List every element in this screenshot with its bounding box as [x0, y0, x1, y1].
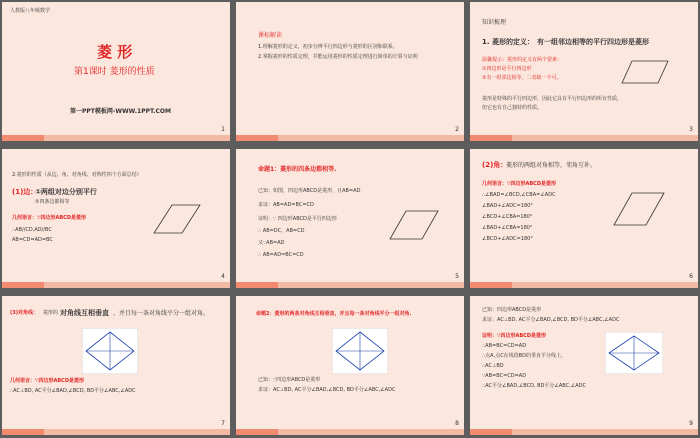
footer-bar: [470, 135, 698, 141]
slide-heading: 知识梳理: [482, 19, 507, 26]
slide-3-thumbnail[interactable]: [470, 2, 698, 141]
property-text: ，并且每一条对角线平分一组对角。: [113, 310, 210, 317]
slide-subtitle: 第1课时 菱形的性质: [74, 67, 155, 77]
slide-9-thumbnail[interactable]: [470, 296, 698, 435]
property-label: (1)边：: [12, 188, 38, 196]
rhombus-diagonals-figure: [332, 328, 388, 374]
slide-heading: 课标解读: [258, 32, 283, 39]
property-label: (3)对角线：: [10, 310, 39, 316]
text-line: 又∵AB=AD: [258, 240, 285, 246]
text-line: 求证：AB=AD=BC=CD: [258, 202, 314, 208]
footer-bar: [2, 429, 230, 435]
text-line: ∴ AB=DC，AB=CD: [258, 228, 305, 234]
slide-7-thumbnail[interactable]: [2, 296, 230, 435]
property-text: 对角线互相垂直: [60, 309, 109, 317]
text-line: 1.理解菱形的定义，初步分辨平行四边形与菱形的区别和联系。: [258, 44, 398, 50]
geometry-label: 几何语言：∵四边形ABCD是菱形: [482, 181, 556, 187]
slide-number: 9: [689, 420, 693, 427]
text-line: 但它也有自己独特的性质。: [482, 105, 543, 111]
text-line: ∴AB//CD,AD//BC: [12, 227, 52, 233]
footer-bar: [2, 282, 230, 288]
text-line: ∴ AB=AD=BC=CD: [258, 252, 304, 258]
text-line: 已知：如图，四边形ABCD是菱形，且AB=AD: [258, 188, 361, 194]
text-line: ∠BCD+∠CBA=180°: [482, 214, 533, 220]
text-line: ∠BAD+∠ADC=180°: [482, 203, 533, 209]
slide-1-thumbnail[interactable]: [2, 2, 230, 141]
slide-2-thumbnail[interactable]: [236, 2, 464, 141]
property-text: 菱形的: [43, 310, 59, 316]
text-line: ∴∠BAD=∠BCD,∠CBA=∠ADC: [482, 192, 556, 198]
slide-number: 4: [221, 273, 225, 280]
rhombus-figure: [610, 189, 668, 231]
slide-number: 8: [455, 420, 459, 427]
text-line: 已知：四边形ABCD是菱形: [482, 307, 542, 313]
property-label: (2)角：: [482, 161, 508, 169]
slide-header: 人教版八年级数学: [10, 8, 51, 14]
text-line: ∵AB=BC=CD=AD: [482, 373, 527, 379]
site-text: 第一PPT模板网-WWW.1PPT.COM: [70, 108, 171, 115]
slide-number: 1: [221, 126, 225, 133]
text-line: 求证：AC⊥BD, AC平分∠BAD,∠BCD, BD平分∠ABC,∠ADC: [482, 317, 620, 323]
definition-label: 1. 菱形的定义：: [482, 38, 534, 46]
footer-bar: [236, 135, 464, 141]
footer-bar: [470, 429, 698, 435]
text-line: 2.掌握菱形的性质定理，并能运用菱形的性质定理进行简单的计算与证明: [258, 54, 418, 60]
text-line: AB=CD=AD=BC: [12, 237, 53, 243]
text-line: ∠BCD+∠ADC=180°: [482, 236, 533, 242]
footer-bar: [236, 282, 464, 288]
proof-label: 证明：∵四边形ABCD是菱形: [482, 333, 546, 339]
rhombus-figure: [152, 199, 204, 239]
slide-number: 2: [455, 126, 459, 133]
slide-title: 菱 形: [97, 43, 133, 61]
slide-4-thumbnail[interactable]: [2, 149, 230, 288]
property-text: ②四条边都相等: [35, 199, 70, 205]
footer-bar: [470, 282, 698, 288]
footer-bar: [236, 429, 464, 435]
text-line: 已知：∵四边形ABCD是菱形: [258, 377, 321, 383]
proposition-heading: 命题1：菱形的四条边都相等.: [258, 166, 337, 173]
definition-text: 有一组邻边相等的平行四边形是菱形: [537, 38, 649, 46]
tip-item: ②有一组邻边相等，二者缺一不可。: [482, 75, 562, 81]
slide-number: 6: [689, 273, 693, 280]
slide-number: 7: [221, 420, 225, 427]
property-text: 菱形的两组对角相等，邻角互补。: [506, 162, 597, 169]
slide-number: 3: [689, 126, 693, 133]
rhombus-figure: [620, 57, 670, 87]
text-line: ∴AC⊥BD: [482, 363, 504, 369]
geometry-label: 几何语言：∵四边形ABCD是菱形: [10, 378, 84, 384]
slide-number: 5: [455, 273, 459, 280]
slide-5-thumbnail[interactable]: [236, 149, 464, 288]
text-line: 求证：AC⊥BD, AC平分∠BAD,∠BCD, BD平分∠ABC,∠ADC: [258, 387, 396, 393]
proposition-heading: 命题2：菱形的两条对角线互相垂直，并且每一条对角线平分一组对角.: [256, 311, 412, 317]
text-line: ∴AC平分∠BAD,∠BCD, BD平分∠ABC,∠ADC: [482, 383, 586, 389]
geometry-label: 几何语言：∵四边形ABCD是菱形: [12, 215, 86, 221]
tip-item: ①四边形是平行四边形: [482, 66, 532, 72]
text-line: ∴AB=BC=CD=AD: [482, 343, 527, 349]
text-line: ∴点A,点C在线段BD的垂直平分线上，: [482, 353, 566, 359]
slide-6-thumbnail[interactable]: [470, 149, 698, 288]
property-text: ①两组对边分别平行: [35, 188, 97, 196]
footer-bar: [2, 135, 230, 141]
rhombus-diagonals-figure: [82, 328, 138, 374]
text-line: ∠BAD+∠CBA=180°: [482, 225, 533, 231]
tip-text: 温馨提示：菱形的定义有两个要素：: [482, 57, 563, 63]
rhombus-diagonals-figure: [605, 332, 663, 374]
slide-8-thumbnail[interactable]: [236, 296, 464, 435]
text-line: ∴AC⊥BD, AC平分∠BAD,∠BCD, BD平分∠ABC,∠ADC: [10, 388, 136, 394]
text-line: 证明：∵ 四边形ABCD是平行四边形: [258, 216, 337, 222]
text-line: 2.菱形的性质（从边、角、对角线、对称性四个方面总结）: [12, 172, 142, 178]
text-line: 菱形是特殊的平行四边形，因此它具有平行四边形的所有性质，: [482, 96, 623, 102]
rhombus-figure: [386, 207, 442, 245]
